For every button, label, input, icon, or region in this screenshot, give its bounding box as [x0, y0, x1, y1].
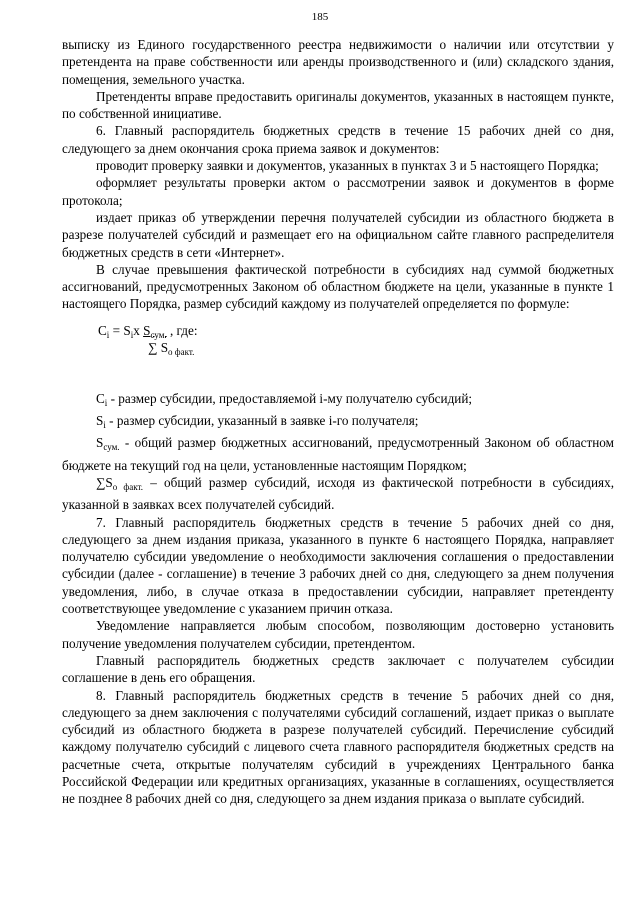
definition-item: $C_i$ - размер субсидии, предоставляемой i-му получателю субсидий; [96, 390, 473, 408]
page-number: 185 [311, 11, 329, 23]
paragraph: проводит проверку заявки и документов, указанных в пунктах 3 и 5 настоящего Порядка; [96, 158, 599, 174]
paragraph: выписку из Единого государственного реестра недвижимости о наличии или отсутствии у претендента на праве собственности или аренды производственного и (или) складского здания, помещения, земельного участка. [62, 37, 614, 87]
formula-denominator: ∑ $S_{о факт.}$ [148, 339, 195, 357]
paragraph: Уведомление направляется любым способом, позволяющим достоверно установить получение уведомления получателем субсидии, претендентом. [62, 618, 614, 651]
paragraph: издает приказ об утверждении перечня получателей субсидии из областного бюджета в разрезе получателей субсидий и размещает его на официальном сайте главного распределителя бюджетных средств в сети «Интернет». [62, 209, 614, 260]
definition-item: $\sum S_{о факт.}$ – общий размер субсидий, исходя из фактической потребности в субсидиях, указанной в заявках всех получателей субсидий. [62, 474, 614, 513]
paragraph: 8. Главный распорядитель бюджетных средств в течение 5 рабочих дней со дня, следующего за днем заключения с получателями субсидий соглашений, издает приказ о выплате субсидий из областного бюджета в разрезе получателей субсидий. Перечисление субсидий каждому получателю субсидий с лицевого счета главного распорядителя бюджетных средств на расчетные счета, открытые получателям субсидий в учреждениях Центрального банка Российской Федерации или кредитных организациях, указанные в соглашениях, осуществляется не позднее 8 рабочих дней со дня, следующего за днем издания приказа о выплате субсидий. [62, 687, 614, 807]
paragraph: Претенденты вправе предоставить оригиналы документов, указанных в настоящем пункте, по собственной инициативе. [62, 88, 614, 122]
paragraph: 7. Главный распорядитель бюджетных средств в течение 5 рабочих дней со дня, следующего за днем издания приказа, указанного в пункте 6 настоящего Порядка, направляет получателю субсидии уведомление о необходимости заключения соглашения о предоставлении субсидии (далее - соглашение) в течение 3 рабочих дней со дня, следующего за днем получения уведомления, либо, в случае отказа в предоставлении субсидии, направляет претенденту соответствующее уведомление с указанием причин отказа. [62, 514, 614, 617]
paragraph: В случае превышения фактической потребности в субсидиях над суммой бюджетных ассигнований, предусмотренных Законом об областном бюджете на цели, указанные в пункте 1 настоящего Порядка, размер субсидий каждому из получателей определяется по формуле: [62, 261, 614, 312]
definition-item: $S_i$ - размер субсидии, указанный в заявке i-го получателя; [96, 413, 419, 431]
paragraph: оформляет результаты проверки актом о рассмотрении заявок и документов в форме протокола; [62, 175, 614, 208]
definition-item: $S_{сум.}$ - общий размер бюджетных ассигнований, предусмотренный Законом об областном бюджете на текущий год на цели, установленные настоящим Порядком; [62, 435, 614, 473]
formula [62, 322, 614, 386]
paragraph: Главный распорядитель бюджетных средств заключает с получателем субсидии соглашение в день его обращения. [62, 652, 614, 686]
paragraph: 6. Главный распорядитель бюджетных средств в течение 15 рабочих дней со дня, следующего за днем окончания срока приема заявок и документов: [62, 123, 614, 156]
formula-numerator: $C_i = S_ix$ $S_{сум.}$ , где: [98, 322, 198, 340]
body-text [62, 36, 614, 808]
